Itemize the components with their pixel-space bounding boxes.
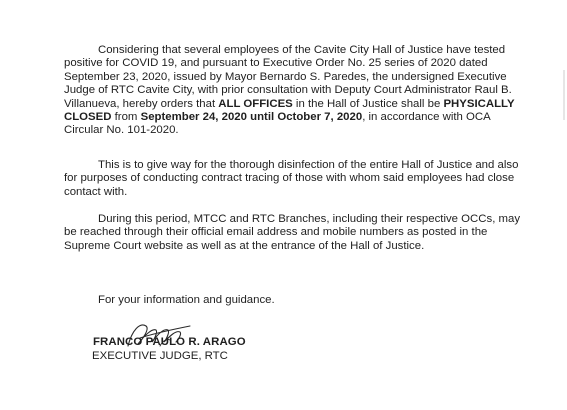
paragraph-text: During this period, MTCC and RTC Branches, including their respective OCCs, may be reached through their official email address and mobile numbers as posted in the Supreme Court website as well as at the entrance of the Hall of Justice. [64,213,521,252]
paragraph-text: from [111,111,141,124]
signatory-name: FRANCO PAULO R. ARAGO [93,336,246,348]
emphasis-closure-dates: September 24, 2020 until October 7, 2020 [140,111,363,124]
signatory-title: EXECUTIVE JUDGE, RTC [92,350,228,362]
scan-edge-shadow [563,70,565,120]
paragraph-contact-info [64,213,526,253]
paragraph-text: in the Hall of Justice shall be [292,97,444,110]
paragraph-disinfection [64,159,526,199]
paragraph-text: Considering that several employees of the Cavite City Hall of Justice have tested positive for COVID 19, and pursuant to Executive Order No. 25 series of 2020 dated September 23, 2020, issued by Mayor Bernardo S. Paredes, the undersigned Executive Judge of RTC Cavite City, with prior consultation with Deputy Court Administrator Raul B. Villanueva, hereby orders that [64,44,512,110]
paragraph-order [64,44,526,138]
emphasis-physically-closed: PHYSICALLY CLOSED [64,97,515,124]
paragraph-text: This is to give way for the thorough disinfection of the entire Hall of Justice and also for purposes of conducting contract tracing of those with whom said employees had close contact with. [64,159,519,198]
paragraph-text: , in accordance with OCA Circular No. 101-2020. [64,111,491,137]
emphasis-all-offices: ALL OFFICES [218,97,293,110]
paragraph-closing: For your information and guidance. [98,294,275,306]
